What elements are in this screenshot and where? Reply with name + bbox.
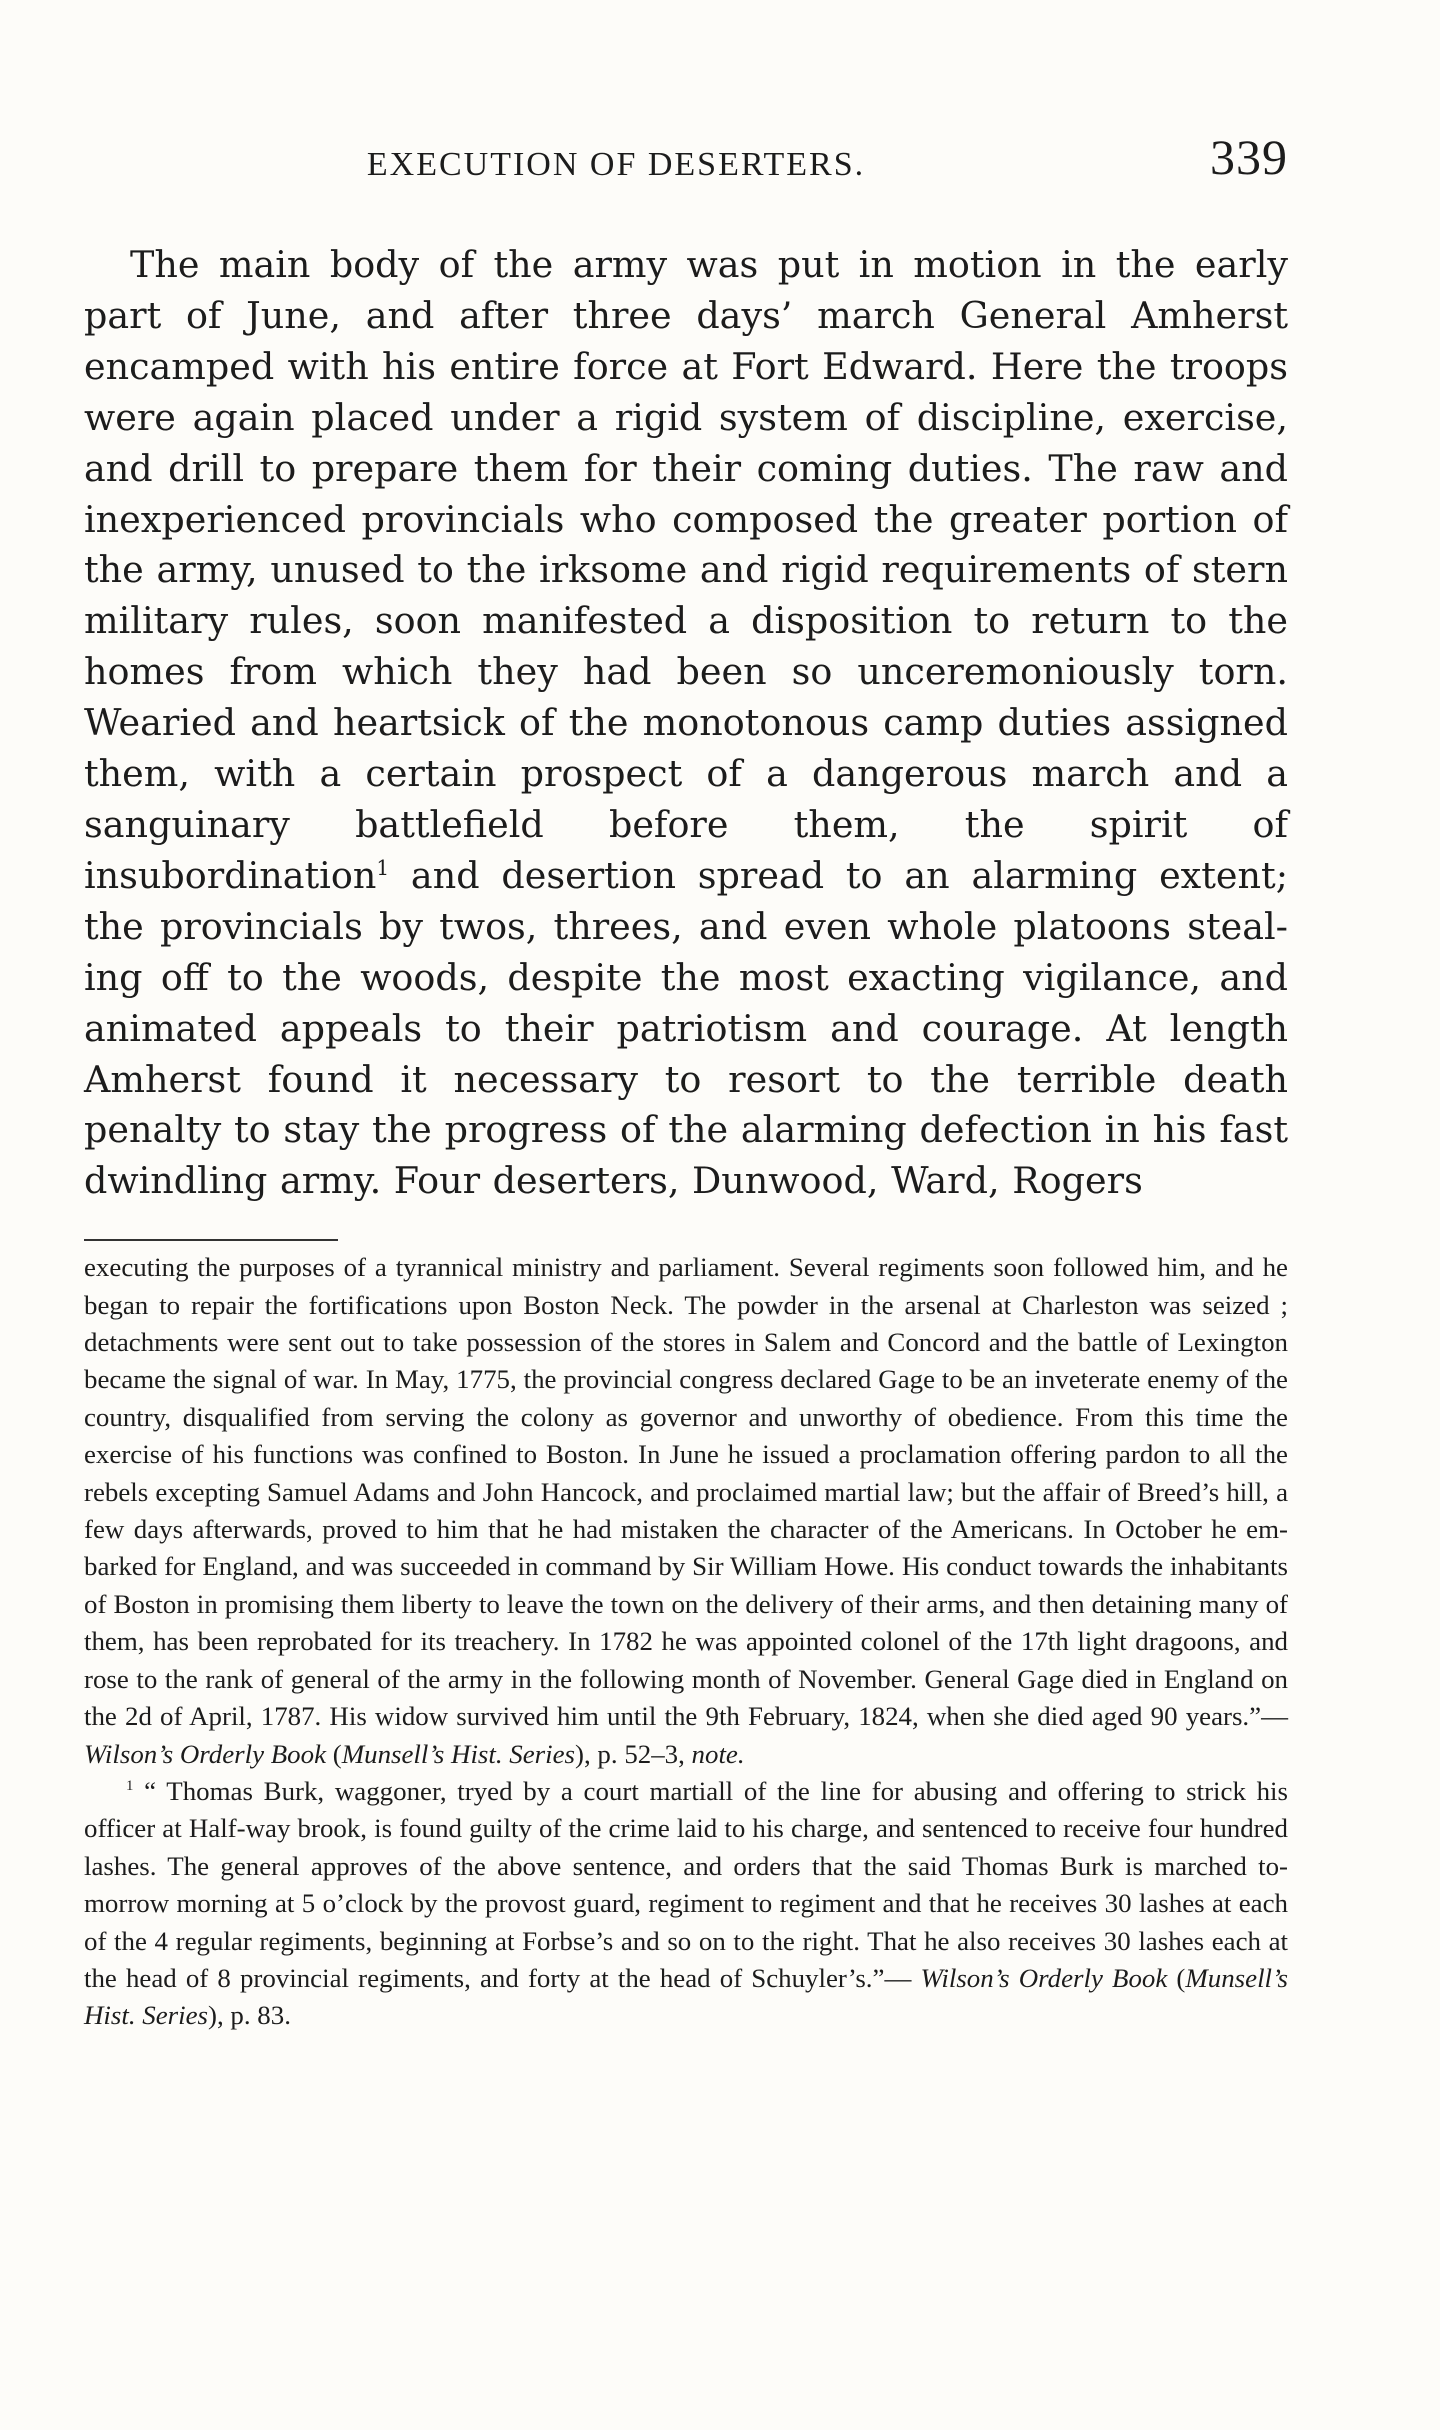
footnote-separator <box>84 1239 338 1241</box>
footnote-continued-series: Munsell’s Hist. Series <box>341 1738 576 1769</box>
footnote-1: $^1$ “ Thomas Burk, waggoner, tryed by a court martiall of the line for abusing and offering to strick his officer at Half-way brook, is found guilty of the crime laid to his charge, and sentenced to receive four hundred lashes. The general approves of the above sentence, and orders that the said Thomas Burk is marched to-morrow morning at 5 o’clock by the provost guard, regiment to regiment and that he receives 30 lashes at each of the 4 regular regiments, beginning at Forbse’s and so on to the right. That he also receives 30 lashes each at the head of 8 provincial regiments, and forty at the head of Schuyler’s.”— Wilson’s Orderly Book (Munsell’s Hist. Series), p. 83. <box>84 1775 1288 2031</box>
footnotes <box>84 1249 1288 2035</box>
footnote-continued-citation: Wilson’s Orderly Book <box>84 1738 327 1769</box>
footnote-continued-text: executing the purposes of a tyrannical ministry and parliament. Several regiments soon followed him, and he began to repair the fortifications upon Boston Neck. The powder in the arsenal at Charleston was seized ; detachments were sent out to take possession of the stores in Salem and Concord and the battle of Lexington became the signal of war. In May, 1775, the provincial congress declared Gage to be an inveterate enemy of the country, disqualified from serving the colony as governor and unworthy of obedience. From this time the exercise of his functions was confined to Boston. In June he issued a proclamation offering pardon to all the rebels excepting Samuel Adams and John Hancock, and proclaimed martial law; but the affair of Breed’s hill, a few days afterwards, proved to him that he had mistaken the character of the Americans. In October he embarked for England, and was succeeded in command by Sir William Howe. His conduct towards the inhabitants of Boston in promising them liberty to leave the town on the delivery of their arms, and then detaining many of them, has been reprobated for its treachery. In 1782 he was appointed colonel of the 17th light dragoons, and rose to the rank of general of the army in the following month of November. General Gage died in England on the 2d of April, 1787. His widow survived him until the 9th February, 1824, when she died aged 90 years.”— <box>84 1252 1288 1732</box>
footnote-1-series: Munsell’s Hist. Series <box>84 1962 1288 2031</box>
footnote-1-text: “ Thomas Burk, waggoner, tryed by a court martiall of the line for abusing and offering to strick his officer at Half-way brook, is found guilty of the crime laid to his charge, and sentenced to receive four hundred lashes. The general approves of the above sentence, and orders that the said Thomas Burk is marched to-morrow morning at 5 o’clock by the provost guard, regiment to regiment and that he receives 30 lashes at each of the 4 regular regiments, beginning at Forbse’s and so on to the right. That he also receives 30 lashes each at the head of 8 provincial regiments, and forty at the head of Schuyler’s.”— <box>84 1775 1288 1993</box>
body-text-part-1: The main body of the army was put in motion in the early part of June, and after three days’ march General Amherst encamped with his entire force at Fort Edward. Here the troops were again placed under a rigid system of discipline, exercise, and drill to prepare them for their coming duties. The raw and inexperienced provincials who composed the greater portion of the army, unused to the irksome and rigid requirements of stern military rules, soon manifested a disposition to return to the homes from which they had been so unceremoniously torn. Wearied and heartsick of the monotonous camp duties assigned them, with a certain prospect of a dangerous march and a sanguinary battlefield before them, the spirit of insubordination <box>84 243 1288 897</box>
footnote-continued-note: note. <box>691 1738 745 1769</box>
page-number: 339 <box>1210 129 1288 185</box>
body-text-part-2: and desertion spread to an alarming extent; the provincials by twos, threes, and even whole platoons stealing off to the woods, despite the most exacting vigilance, and animated appeals to their patriotism and courage. At length Amherst found it necessary to resort to the terrible death penalty to stay the progress of the alarming defection in his fast dwindling army. Four deserters, Dunwood, Ward, Rogers <box>84 853 1288 1203</box>
body-paragraph <box>84 240 1288 1207</box>
footnote-1-citation: Wilson’s Orderly Book <box>920 1962 1168 1993</box>
footnote-continued: executing the purposes of a tyrannical ministry and parliament. Several regiments soon followed him, and he began to repair the fortifications upon Boston Neck. The powder in the arsenal at Charleston was seized ; detachments were sent out to take possession of the stores in Salem and Concord and the battle of Lexington became the signal of war. In May, 1775, the provincial congress declared Gage to be an inveterate enemy of the country, disqualified from serving the colony as governor and unworthy of obedience. From this time the exercise of his functions was confined to Boston. In June he issued a proclamation offering pardon to all the rebels excepting Samuel Adams and John Hancock, and proclaimed martial law; but the affair of Breed’s hill, a few days afterwards, proved to him that he had mistaken the character of the Americans. In October he embarked for England, and was succeeded in command by Sir William Howe. His conduct towards the inhabitants of Boston in promising them liberty to leave the town on the delivery of their arms, and then detaining many of them, has been reprobated for its treachery. In 1782 he was appointed colonel of the 17th light dragoons, and rose to the rank of general of the army in the following month of November. General Gage died in England on the 2d of April, 1787. His widow survived him until the 9th February, 1824, when she died aged 90 years.”— Wilson’s Orderly Book (Munsell’s Hist. Series), p. 52–3, note. <box>84 1252 1288 1769</box>
page-header <box>84 118 1288 185</box>
footnote-reference-1[interactable]: 1 <box>376 855 390 880</box>
running-head: EXECUTION OF DESERTERS. <box>366 146 866 183</box>
book-page <box>84 118 1288 2035</box>
footnote-1-marker: 1 <box>126 1777 134 1794</box>
footnote-1-pages: , p. 83. <box>216 2000 291 2031</box>
footnote-continued-pages: , p. 52–3, <box>583 1738 692 1769</box>
